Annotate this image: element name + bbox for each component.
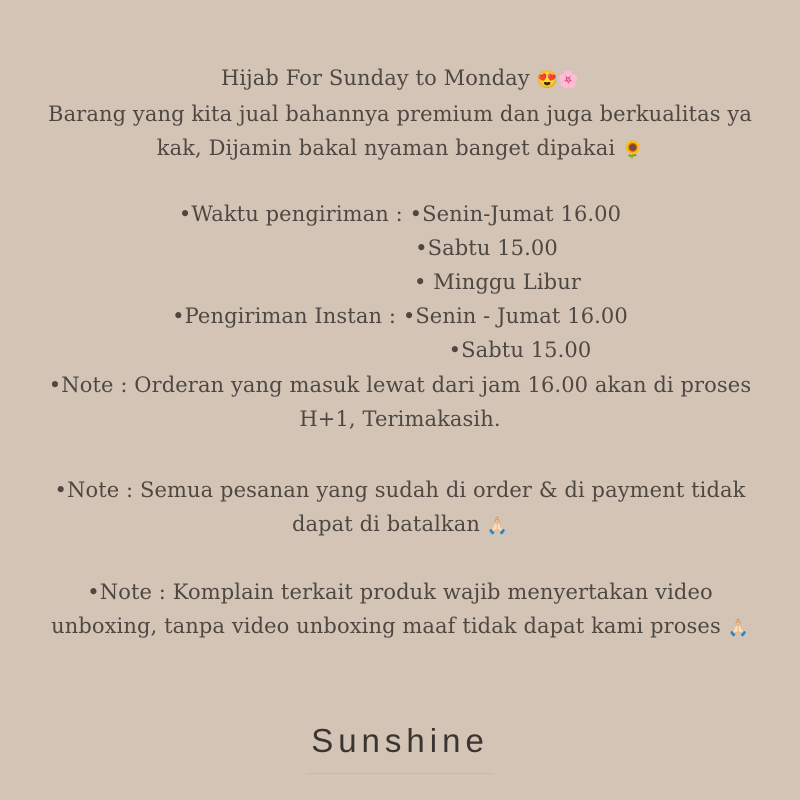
note-2 bbox=[0, 473, 800, 543]
note-3 bbox=[0, 575, 800, 645]
note-2-line-1: •Note : Semua pesanan yang sudah di order & di payment tidak bbox=[54, 478, 746, 502]
pengiriman-instan-line bbox=[0, 299, 800, 333]
schedule-item: •Sabtu 15.00 bbox=[448, 338, 592, 362]
note-2-text: dapat di batalkan bbox=[291, 512, 480, 536]
shipping-schedule bbox=[0, 197, 800, 367]
sunflower-icon: 🌻 bbox=[621, 140, 644, 160]
intro-section bbox=[0, 61, 800, 167]
schedule-item: •Senin-Jumat 16.00 bbox=[409, 202, 622, 226]
intro-text-line-1: Barang yang kita jual bahannya premium dan juga berkualitas ya bbox=[48, 102, 752, 126]
brand-logo: Sunshine bbox=[311, 722, 489, 759]
heart-eyes-flower-icon: 😍🌸 bbox=[536, 70, 580, 90]
brand-divider bbox=[306, 773, 494, 774]
note-3-line-1: •Note : Komplain terkait produk wajib menyertakan video bbox=[87, 580, 713, 604]
praying-hands-icon: 🙏🏻 bbox=[727, 618, 749, 638]
intro-text: kak, Dijamin bakal nyaman banget dipakai bbox=[156, 136, 616, 160]
waktu-pengiriman-line bbox=[0, 197, 800, 231]
schedule-item: •Sabtu 15.00 bbox=[415, 236, 558, 260]
note-1 bbox=[0, 368, 800, 436]
note-1-line-1: •Note : Orderan yang masuk lewat dari jam 16.00 akan di proses bbox=[48, 373, 752, 397]
intro-text-line-2 bbox=[0, 131, 800, 167]
schedule-item: •Senin - Jumat 16.00 bbox=[402, 304, 628, 328]
note-2-line-2 bbox=[0, 507, 800, 543]
praying-hands-icon: 🙏🏻 bbox=[486, 516, 509, 536]
pengiriman-instan-label: •Pengiriman Instan : bbox=[172, 304, 403, 328]
schedule-item: • Minggu Libur bbox=[414, 270, 581, 294]
note-1-line-2: H+1, Terimakasih. bbox=[299, 407, 501, 431]
note-3-line-2 bbox=[0, 609, 800, 645]
note-3-text: unboxing, tanpa video unboxing maaf tidak dapat kami proses bbox=[51, 614, 721, 638]
waktu-pengiriman-label: •Waktu pengiriman : bbox=[178, 202, 410, 226]
title-line bbox=[0, 61, 800, 97]
page-title: Hijab For Sunday to Monday bbox=[220, 66, 530, 90]
